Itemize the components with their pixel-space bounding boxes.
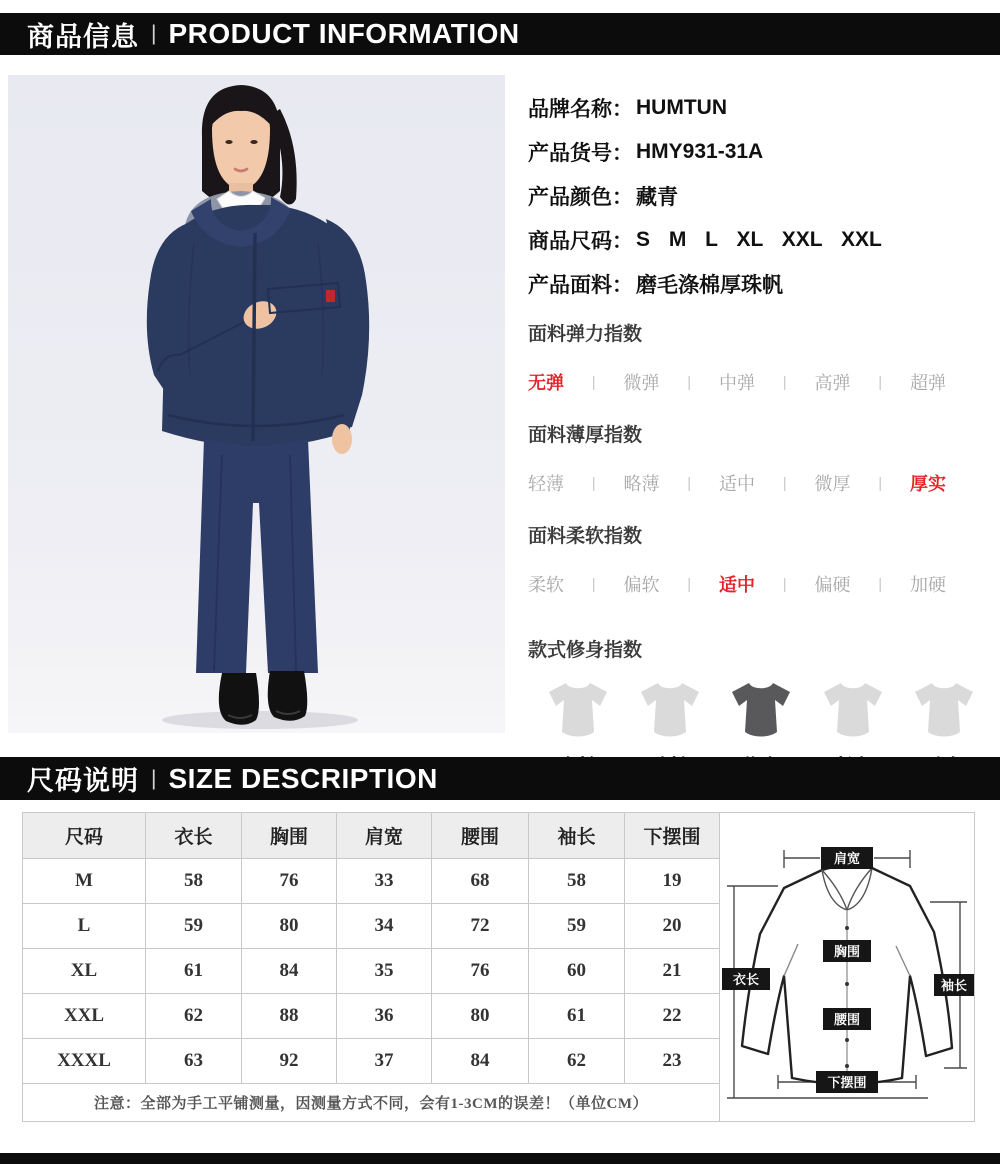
cell: 33: [337, 859, 432, 904]
note-row: [23, 1084, 720, 1122]
scale-option: 偏软: [623, 575, 660, 595]
tshirt-icon: [638, 680, 702, 740]
scale-option: 超弹: [910, 373, 946, 393]
measurement-diagram-cell: [719, 812, 975, 1122]
label-waist: 腰围: [833, 1012, 861, 1027]
cell: XXL: [23, 994, 146, 1039]
header-divider: |: [151, 22, 157, 45]
scale-option: 微厚: [814, 474, 851, 494]
cell: 80: [432, 994, 529, 1039]
field-value: HUMTUN: [636, 96, 727, 119]
cell: 84: [432, 1039, 529, 1084]
field-value: S M L XL XXL XXL: [636, 228, 882, 251]
header-title-en: PRODUCT INFORMATION: [168, 18, 520, 49]
tshirt-icon-selected: [729, 680, 793, 740]
scale-divider: |: [782, 474, 787, 492]
scale-divider: |: [591, 474, 596, 492]
floor-shadow: [162, 711, 358, 729]
cell: L: [23, 904, 146, 949]
field-label: 品牌名称：: [528, 98, 633, 121]
scale-divider: |: [591, 373, 596, 391]
thickness-index-scale: [528, 470, 946, 496]
cell: M: [23, 859, 146, 904]
bottom-divider-bar: [0, 1153, 1000, 1164]
table-row: [23, 859, 720, 904]
jacket: [147, 197, 369, 454]
cell: XL: [23, 949, 146, 994]
col-header: 尺码: [23, 813, 146, 859]
cell: 37: [337, 1039, 432, 1084]
scale-divider: |: [591, 575, 596, 593]
cell: 58: [146, 859, 242, 904]
cell: 61: [529, 994, 625, 1039]
cell: 20: [625, 904, 720, 949]
thickness-index-title: 面料薄厚指数: [528, 425, 643, 446]
scale-divider: |: [687, 575, 692, 593]
cell: 59: [529, 904, 625, 949]
cell: 60: [529, 949, 625, 994]
scale-option: 厚实: [910, 474, 946, 494]
cell: 61: [146, 949, 242, 994]
scale-option: 柔软: [528, 575, 564, 595]
scale-option: 无弹: [528, 373, 564, 393]
scale-divider: |: [878, 575, 883, 593]
cell: 58: [529, 859, 625, 904]
header-title-zh: 尺码说明: [27, 766, 139, 796]
chest-logo: [326, 290, 335, 302]
elasticity-index-title: 面料弹力指数: [528, 324, 643, 345]
table-row: [23, 904, 720, 949]
cell: 19: [625, 859, 720, 904]
header-title-zh: 商品信息: [27, 21, 139, 52]
scale-option: 略薄: [623, 474, 660, 494]
field-color: [528, 174, 990, 218]
scale-divider: |: [687, 474, 692, 492]
cell: 76: [242, 859, 337, 904]
scale-divider: |: [782, 373, 787, 391]
cell: XXXL: [23, 1039, 146, 1084]
tshirt-icon: [821, 680, 885, 740]
cell: 72: [432, 904, 529, 949]
scale-option: 偏硬: [814, 575, 851, 595]
field-value: 藏青: [636, 186, 678, 209]
product-details-panel: [528, 86, 990, 778]
size-table-header-row: [23, 813, 720, 859]
cell: 92: [242, 1039, 337, 1084]
cell: 35: [337, 949, 432, 994]
field-label: 产品货号：: [528, 142, 633, 165]
scale-option: 中弹: [719, 373, 755, 393]
label-length: 衣长: [732, 972, 760, 987]
col-header: 腰围: [432, 813, 529, 859]
cell: 80: [242, 904, 337, 949]
model-photo-illustration: [8, 75, 505, 733]
col-header: 下摆围: [625, 813, 720, 859]
tshirt-icon: [546, 680, 610, 740]
cell: 88: [242, 994, 337, 1039]
scale-option: 微弹: [623, 373, 660, 393]
cell: 76: [432, 949, 529, 994]
elasticity-index-scale: [528, 369, 946, 395]
scale-option: 高弹: [814, 373, 851, 393]
field-brand: [528, 86, 990, 130]
scale-option: 适中: [719, 474, 755, 494]
field-label: 产品颜色：: [528, 186, 633, 209]
softness-index-scale: [528, 571, 946, 597]
scale-divider: |: [878, 474, 883, 492]
field-value: 磨毛涤棉厚珠帆: [636, 274, 783, 297]
measurement-note: 注意：全部为手工平铺测量，因测量方式不同，会有1-3CM的误差！（单位CM）: [23, 1084, 720, 1122]
tshirt-icon: [912, 680, 976, 740]
cell: 84: [242, 949, 337, 994]
scale-divider: |: [878, 373, 883, 391]
scale-divider: |: [687, 373, 692, 391]
col-header: 袖长: [529, 813, 625, 859]
size-table: [22, 812, 720, 1122]
col-header: 肩宽: [337, 813, 432, 859]
cell: 23: [625, 1039, 720, 1084]
cell: 62: [146, 994, 242, 1039]
cell: 68: [432, 859, 529, 904]
label-sleeve: 袖长: [940, 978, 968, 993]
field-sizes: [528, 218, 990, 262]
cell: 34: [337, 904, 432, 949]
table-row: [23, 1039, 720, 1084]
cell: 59: [146, 904, 242, 949]
label-shoulder: 肩宽: [833, 851, 861, 866]
scale-option: 加硬: [910, 575, 946, 595]
field-label: 商品尺码：: [528, 230, 633, 253]
field-label: 产品面料：: [528, 274, 633, 297]
cell: 36: [337, 994, 432, 1039]
scale-divider: |: [782, 575, 787, 593]
scale-option: 轻薄: [528, 474, 564, 494]
size-description-header: [0, 757, 1000, 800]
cell: 21: [625, 949, 720, 994]
field-item-number: [528, 130, 990, 174]
cell: 63: [146, 1039, 242, 1084]
cell: 22: [625, 994, 720, 1039]
size-section: [22, 812, 975, 1122]
product-photo: [8, 75, 505, 733]
scale-option: 适中: [719, 575, 755, 595]
col-header: 胸围: [242, 813, 337, 859]
fit-index-title: 款式修身指数: [528, 640, 643, 661]
header-title-en: SIZE DESCRIPTION: [168, 762, 438, 794]
product-information-header: [0, 13, 1000, 55]
table-row: [23, 994, 720, 1039]
softness-index-title: 面料柔软指数: [528, 526, 643, 547]
cell: 62: [529, 1039, 625, 1084]
table-row: [23, 949, 720, 994]
field-value: HMY931-31A: [636, 140, 764, 163]
label-hem: 下摆围: [827, 1075, 867, 1090]
col-header: 衣长: [146, 813, 242, 859]
right-hand: [332, 424, 352, 454]
jacket-measurement-diagram: [720, 816, 974, 1118]
field-fabric: [528, 262, 990, 306]
header-divider: |: [151, 766, 157, 790]
label-chest: 胸围: [833, 944, 861, 959]
